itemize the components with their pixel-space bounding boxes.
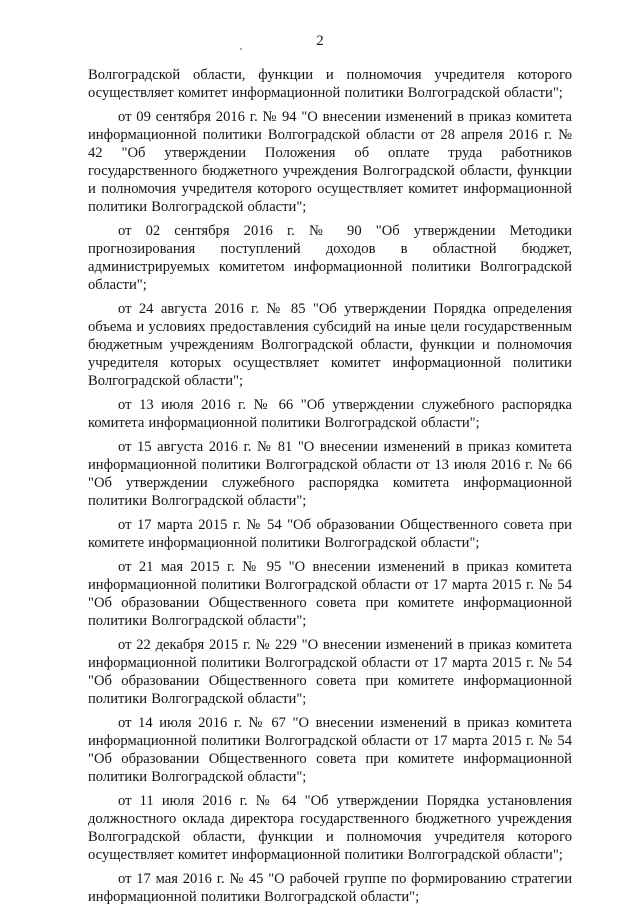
paragraph-order-54: от 17 марта 2015 г. № 54 "Об образовании Общественного совета при комитете информационной политики Волгоградской области"; [88, 517, 572, 551]
paragraph-order-95: от 21 мая 2015 г. № 95 "О внесении изменений в приказ комитета информационной политики Волгоградской области от 17 марта 2015 г. № 54 "Об образовании Общественного совета при комитете информационной политики Волгоградской области"; [88, 559, 572, 629]
paragraph-order-90: от 02 сентября 2016 г. № 90 "Об утверждении Методики прогнозирования поступлений доходов в областной бюджет, администрируемых комитетом информационной политики Волгоградской области"; [88, 223, 572, 293]
paragraph-continuation: Волгоградской области, функции и полномочия учредителя которого осуществляет комитет информационной политики Волгоградской области"; [88, 67, 572, 101]
paragraph-order-66: от 13 июля 2016 г. № 66 "Об утверждении служебного распорядка комитета информационной политики Волгоградской области"; [88, 397, 572, 431]
page-number: 2 [316, 33, 324, 49]
paragraph-order-64: от 11 июля 2016 г. № 64 "Об утверждении Порядка установления должностного оклада директора государственного бюджетного учреждения Волгоградской области, функции и полномочия учредителя которого осуществляет комитет информационной политики Волгоградской области"; [88, 793, 572, 863]
document-body [88, 66, 572, 912]
scan-speck [240, 48, 242, 50]
paragraph-order-94: от 09 сентября 2016 г. № 94 "О внесении изменений в приказ комитета информационной политики Волгоградской области от 28 апреля 2016 г. № 42 "Об утверждении Положения об оплате труда работников государственного бюджетного учреждения Волгоградской области, функции и полномочия учредителя которого осуществляет комитет информационной политики Волгоградской области"; [88, 109, 572, 215]
paragraph-order-81: от 15 августа 2016 г. № 81 "О внесении изменений в приказ комитета информационной политики Волгоградской области от 13 июля 2016 г. № 66 "Об утверждении служебного распорядка комитета информационной политики Волгоградской области"; [88, 439, 572, 509]
paragraph-order-85: от 24 августа 2016 г. № 85 "Об утверждении Порядка определения объема и условиях предоставления субсидий на иные цели государственным бюджетным учреждениям Волгоградской области, функции и полномочия учредителя которых осуществляет комитет информационной политики Волгоградской области"; [88, 301, 572, 389]
paragraph-order-229: от 22 декабря 2015 г. № 229 "О внесении изменений в приказ комитета информационной политики Волгоградской области от 17 марта 2015 г. № 54 "Об образовании Общественного совета при комитете информационной политики Волгоградской области"; [88, 637, 572, 707]
paragraph-order-45: от 17 мая 2016 г. № 45 "О рабочей группе по формированию стратегии информационной политики Волгоградской области"; [88, 871, 572, 905]
paragraph-order-67: от 14 июля 2016 г. № 67 "О внесении изменений в приказ комитета информационной политики Волгоградской области от 17 марта 2015 г. № 54 "Об образовании Общественного совета при комитете информационной политики Волгоградской области"; [88, 715, 572, 785]
